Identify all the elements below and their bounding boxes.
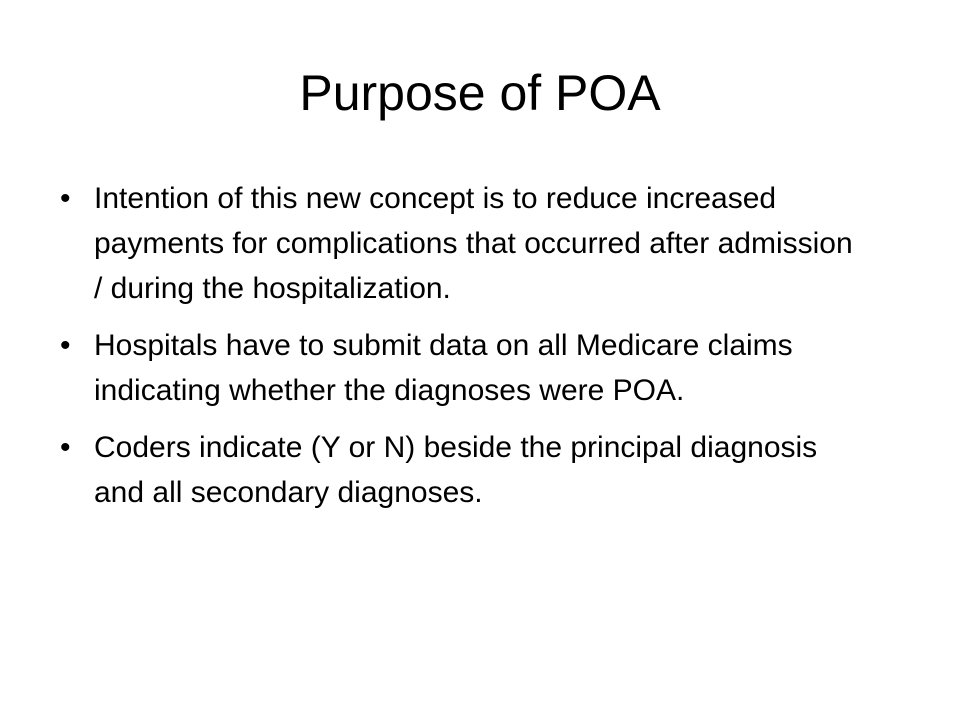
slide-title: Purpose of POA: [299, 65, 661, 121]
bullet-item: [56, 425, 856, 515]
bullet-icon: •: [60, 431, 71, 464]
bullet-text: Hospitals have to submit data on all Medicare claims indicating whether the diagnoses were POA.: [94, 329, 793, 407]
bullet-item: [56, 176, 856, 311]
bullet-text: Coders indicate (Y or N) beside the principal diagnosis and all secondary diagnoses.: [94, 431, 818, 509]
bullet-text: Intention of this new concept is to reduce increased payments for complications that occurred after admission / during the hospitalization.: [94, 182, 853, 305]
bullet-icon: •: [60, 329, 71, 362]
bullet-item: [56, 323, 856, 413]
bullet-list: [56, 176, 856, 527]
bullet-icon: •: [60, 182, 71, 215]
